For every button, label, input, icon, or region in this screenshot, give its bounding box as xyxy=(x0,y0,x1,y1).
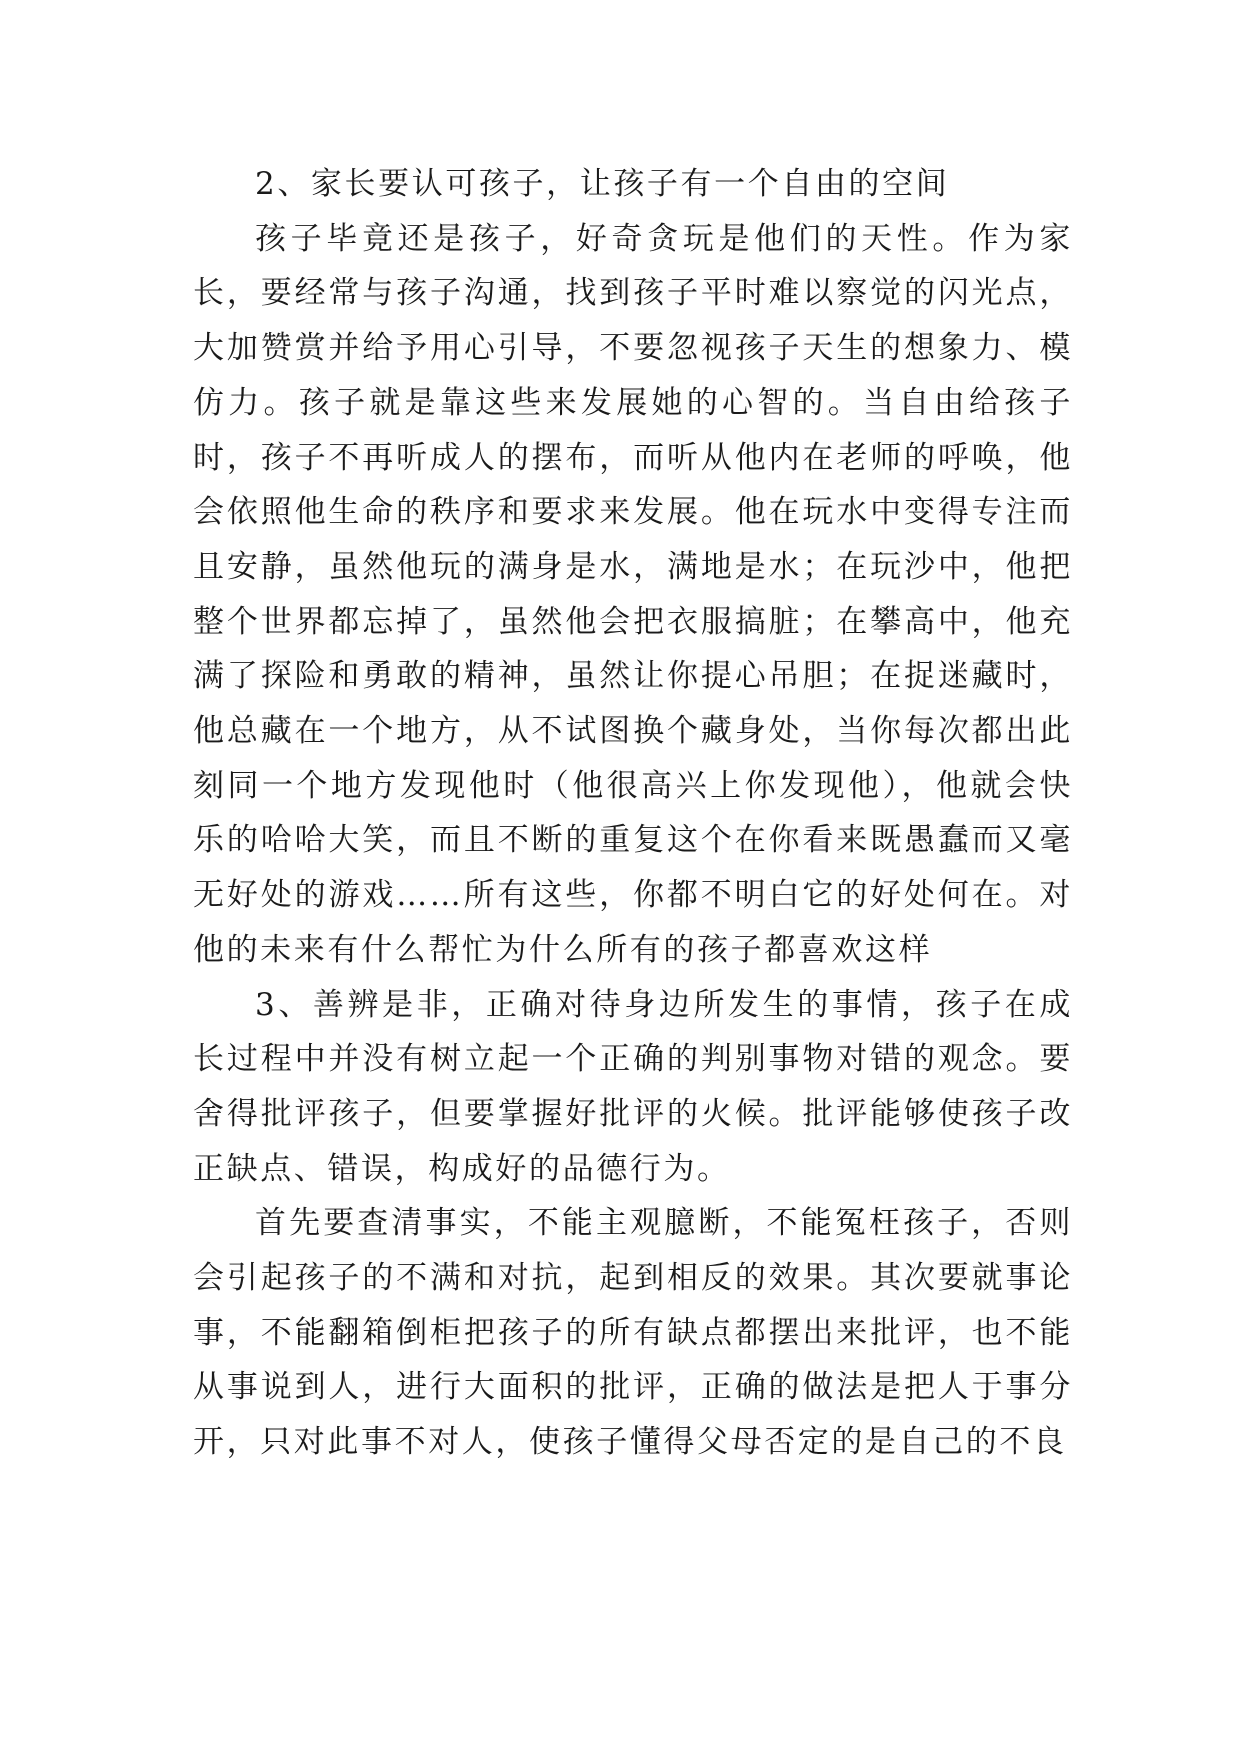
section-heading-3: 3、善辨是非，正确对待身边所发生的事情，孩子在成长过程中并没有树立起一个正确的判别事物对错的观念。要舍得批评孩子，但要掌握好批评的火候。批评能够使孩子改正缺点、错误，构成好的品德行为。 xyxy=(193,986,1073,1187)
section-heading-2: 2、家长要认可孩子，让孩子有一个自由的空间 xyxy=(255,166,950,202)
body-text xyxy=(193,157,1073,1470)
paragraph-freedom: 孩子毕竟还是孩子，好奇贪玩是他们的天性。作为家长，要经常与孩子沟通，找到孩子平时难以察觉的闪光点，大加赞赏并给予用心引导，不要忽视孩子天生的想象力、模仿力。孩子就是靠这些来发展她的心智的。当自由给孩子时，孩子不再听成人的摆布，而听从他内在老师的呼唤，他会依照他生命的秩序和要求来发展。他在玩水中变得专注而且安静，虽然他玩的满身是水，满地是水；在玩沙中，他把整个世界都忘掉了，虽然他会把衣服搞脏；在攀高中，他充满了探险和勇敢的精神，虽然让你提心吊胆；在捉迷藏时，他总藏在一个地方，从不试图换个藏身处，当你每次都出此刻同一个地方发现他时（他很高兴上你发现他），他就会快乐的哈哈大笑，而且不断的重复这个在你看来既愚蠢而又毫无好处的游戏……所有这些，你都不明白它的好处何在。对他的未来有什么帮忙为什么所有的孩子都喜欢这样 xyxy=(193,220,1073,968)
paragraph-criticism: 首先要查清事实，不能主观臆断，不能冤枉孩子，否则会引起孩子的不满和对抗，起到相反的效果。其次要就事论事，不能翻箱倒柜把孩子的所有缺点都摆出来批评，也不能从事说到人，进行大面积的批评，正确的做法是把人于事分开，只对此事不对人，使孩子懂得父母否定的是自己的不良 xyxy=(193,1205,1073,1461)
